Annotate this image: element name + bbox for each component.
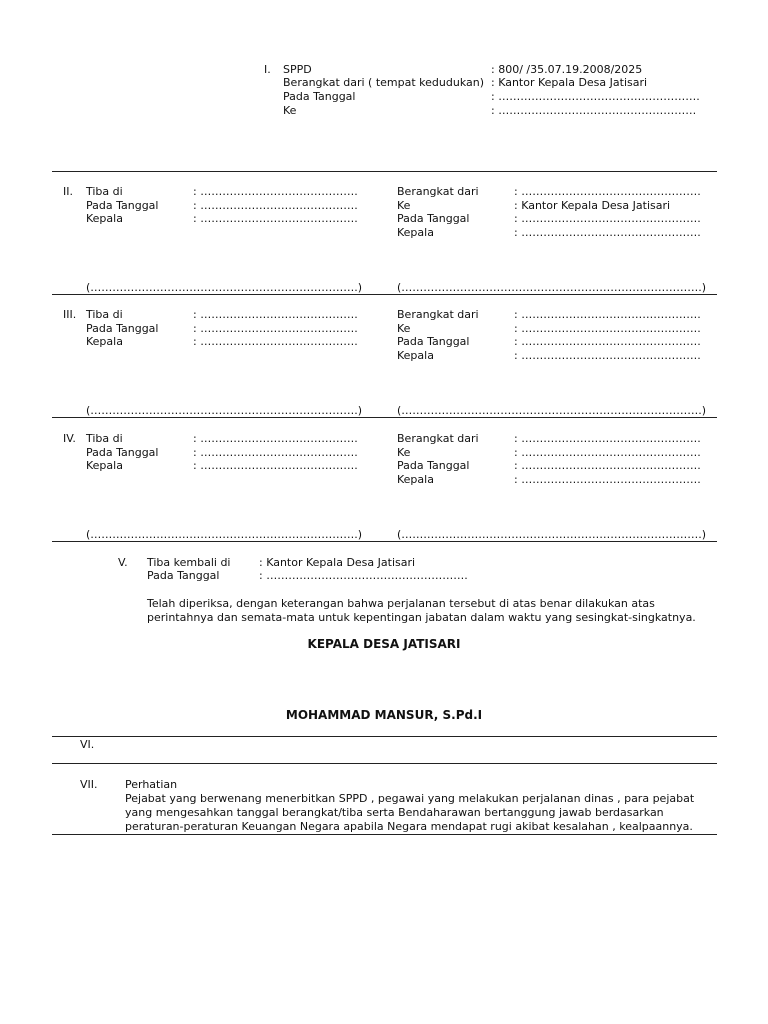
arrival-label: Kepala — [86, 335, 123, 348]
arrival-value: : ……………………………………. — [193, 445, 358, 459]
date-label: Pada Tanggal — [283, 90, 356, 103]
departure-value: : …………………………………………. — [514, 432, 701, 445]
departure-value: : …………………………………………. — [514, 472, 701, 486]
notice-line-2: yang mengesahkan tanggal berangkat/tiba serta Bendaharawan bertanggung jawab berdasarkan — [125, 806, 664, 819]
departure-value: : …………………………………………. — [514, 225, 701, 239]
notice-title: Perhatian — [125, 778, 178, 791]
arrival-value: : ……………………………………. — [193, 212, 358, 225]
arrival-label: Pada Tanggal — [86, 198, 159, 212]
arrival-label: Pada Tanggal — [86, 321, 159, 335]
departure-value: : …………………………………………. — [514, 308, 701, 321]
divider — [52, 736, 717, 737]
signature-line-right: (……………………………………………………………………….) — [397, 281, 707, 294]
return-date-label: Pada Tanggal — [147, 569, 220, 582]
arrival-label: Tiba di — [86, 308, 123, 321]
section-1-number: I. — [264, 63, 271, 76]
section-7-number: VII. — [80, 778, 98, 791]
departure-value: : Kantor Kepala Desa Jatisari — [514, 198, 671, 212]
arrival-value: : ……………………………………. — [193, 198, 358, 212]
departure-label: Kepala — [397, 472, 434, 486]
divider — [52, 171, 717, 172]
departure-from-label: Berangkat dari ( tempat kedudukan) — [283, 76, 485, 89]
signer-name: MOHAMMAD MANSUR, S.Pd.I — [285, 708, 483, 722]
departure-label: Pada Tanggal — [397, 335, 470, 348]
arrival-label: Tiba di — [86, 432, 123, 445]
notice-line-3: peraturan-peraturan Keuangan Negara apabila Negara mendapat rugi akibat kesalahan , kealpaannya. — [125, 820, 693, 833]
date-value: : ………………………………………………. — [491, 90, 700, 103]
stop-number: IV. — [63, 432, 76, 445]
departure-label: Ke — [397, 321, 411, 335]
destination-value: : ……………………………………………… — [491, 104, 697, 117]
divider — [52, 541, 717, 542]
departure-from-value: : Kantor Kepala Desa Jatisari — [491, 76, 648, 89]
departure-label: Kepala — [397, 348, 434, 362]
departure-value: : …………………………………………. — [514, 335, 701, 348]
signature-line-left: (……………………………………………………………….) — [86, 528, 363, 541]
notice-line-1: Pejabat yang berwenang menerbitkan SPPD , pegawai yang melakukan perjalanan dinas , para pejabat — [125, 792, 695, 805]
signer-title: KEPALA DESA JATISARI — [307, 637, 461, 651]
divider — [52, 417, 717, 418]
sppd-number: : 800/ /35.07.19.2008/2025 — [491, 63, 643, 76]
departure-value: : …………………………………………. — [514, 321, 701, 335]
section-6-number: VI. — [80, 738, 95, 751]
statement-line-1: Telah diperiksa, dengan keterangan bahwa perjalanan tersebut di atas benar dilakukan atas — [147, 597, 655, 610]
arrival-value: : ……………………………………. — [193, 335, 358, 348]
return-value: : Kantor Kepala Desa Jatisari — [259, 556, 416, 569]
arrival-label: Kepala — [86, 212, 123, 225]
return-date-value: : ………………………………………………. — [259, 569, 468, 582]
signature-line-right: (……………………………………………………………………….) — [397, 404, 707, 417]
departure-value: : …………………………………………. — [514, 459, 701, 472]
signature-line-left: (……………………………………………………………….) — [86, 404, 363, 417]
arrival-label: Pada Tanggal — [86, 445, 159, 459]
arrival-label: Tiba di — [86, 185, 123, 198]
arrival-label: Kepala — [86, 459, 123, 472]
departure-label: Berangkat dari — [397, 185, 479, 198]
destination-label: Ke — [283, 104, 297, 117]
divider — [52, 834, 717, 835]
departure-value: : …………………………………………. — [514, 185, 701, 198]
departure-label: Ke — [397, 198, 411, 212]
departure-label: Berangkat dari — [397, 308, 479, 321]
arrival-value: : ……………………………………. — [193, 321, 358, 335]
signature-line-left: (……………………………………………………………….) — [86, 281, 363, 294]
departure-label: Ke — [397, 445, 411, 459]
statement-line-2: perintahnya dan semata-mata untuk kepentingan jabatan dalam waktu yang sesingkat-singkatnya. — [147, 611, 696, 624]
section-5-number: V. — [118, 556, 128, 569]
arrival-value: : ……………………………………. — [193, 432, 358, 445]
sppd-label: SPPD — [283, 63, 312, 76]
signature-line-right: (……………………………………………………………………….) — [397, 528, 707, 541]
departure-value: : …………………………………………. — [514, 445, 701, 459]
departure-label: Kepala — [397, 225, 434, 239]
arrival-value: : ……………………………………. — [193, 459, 358, 472]
arrival-value: : ……………………………………. — [193, 308, 358, 321]
divider — [52, 294, 717, 295]
return-label: Tiba kembali di — [147, 556, 231, 569]
stop-number: II. — [63, 185, 73, 198]
stop-number: III. — [63, 308, 77, 321]
divider — [52, 763, 717, 764]
departure-label: Pada Tanggal — [397, 212, 470, 225]
departure-value: : …………………………………………. — [514, 212, 701, 225]
arrival-value: : ……………………………………. — [193, 185, 358, 198]
departure-label: Berangkat dari — [397, 432, 479, 445]
departure-value: : …………………………………………. — [514, 348, 701, 362]
departure-label: Pada Tanggal — [397, 459, 470, 472]
